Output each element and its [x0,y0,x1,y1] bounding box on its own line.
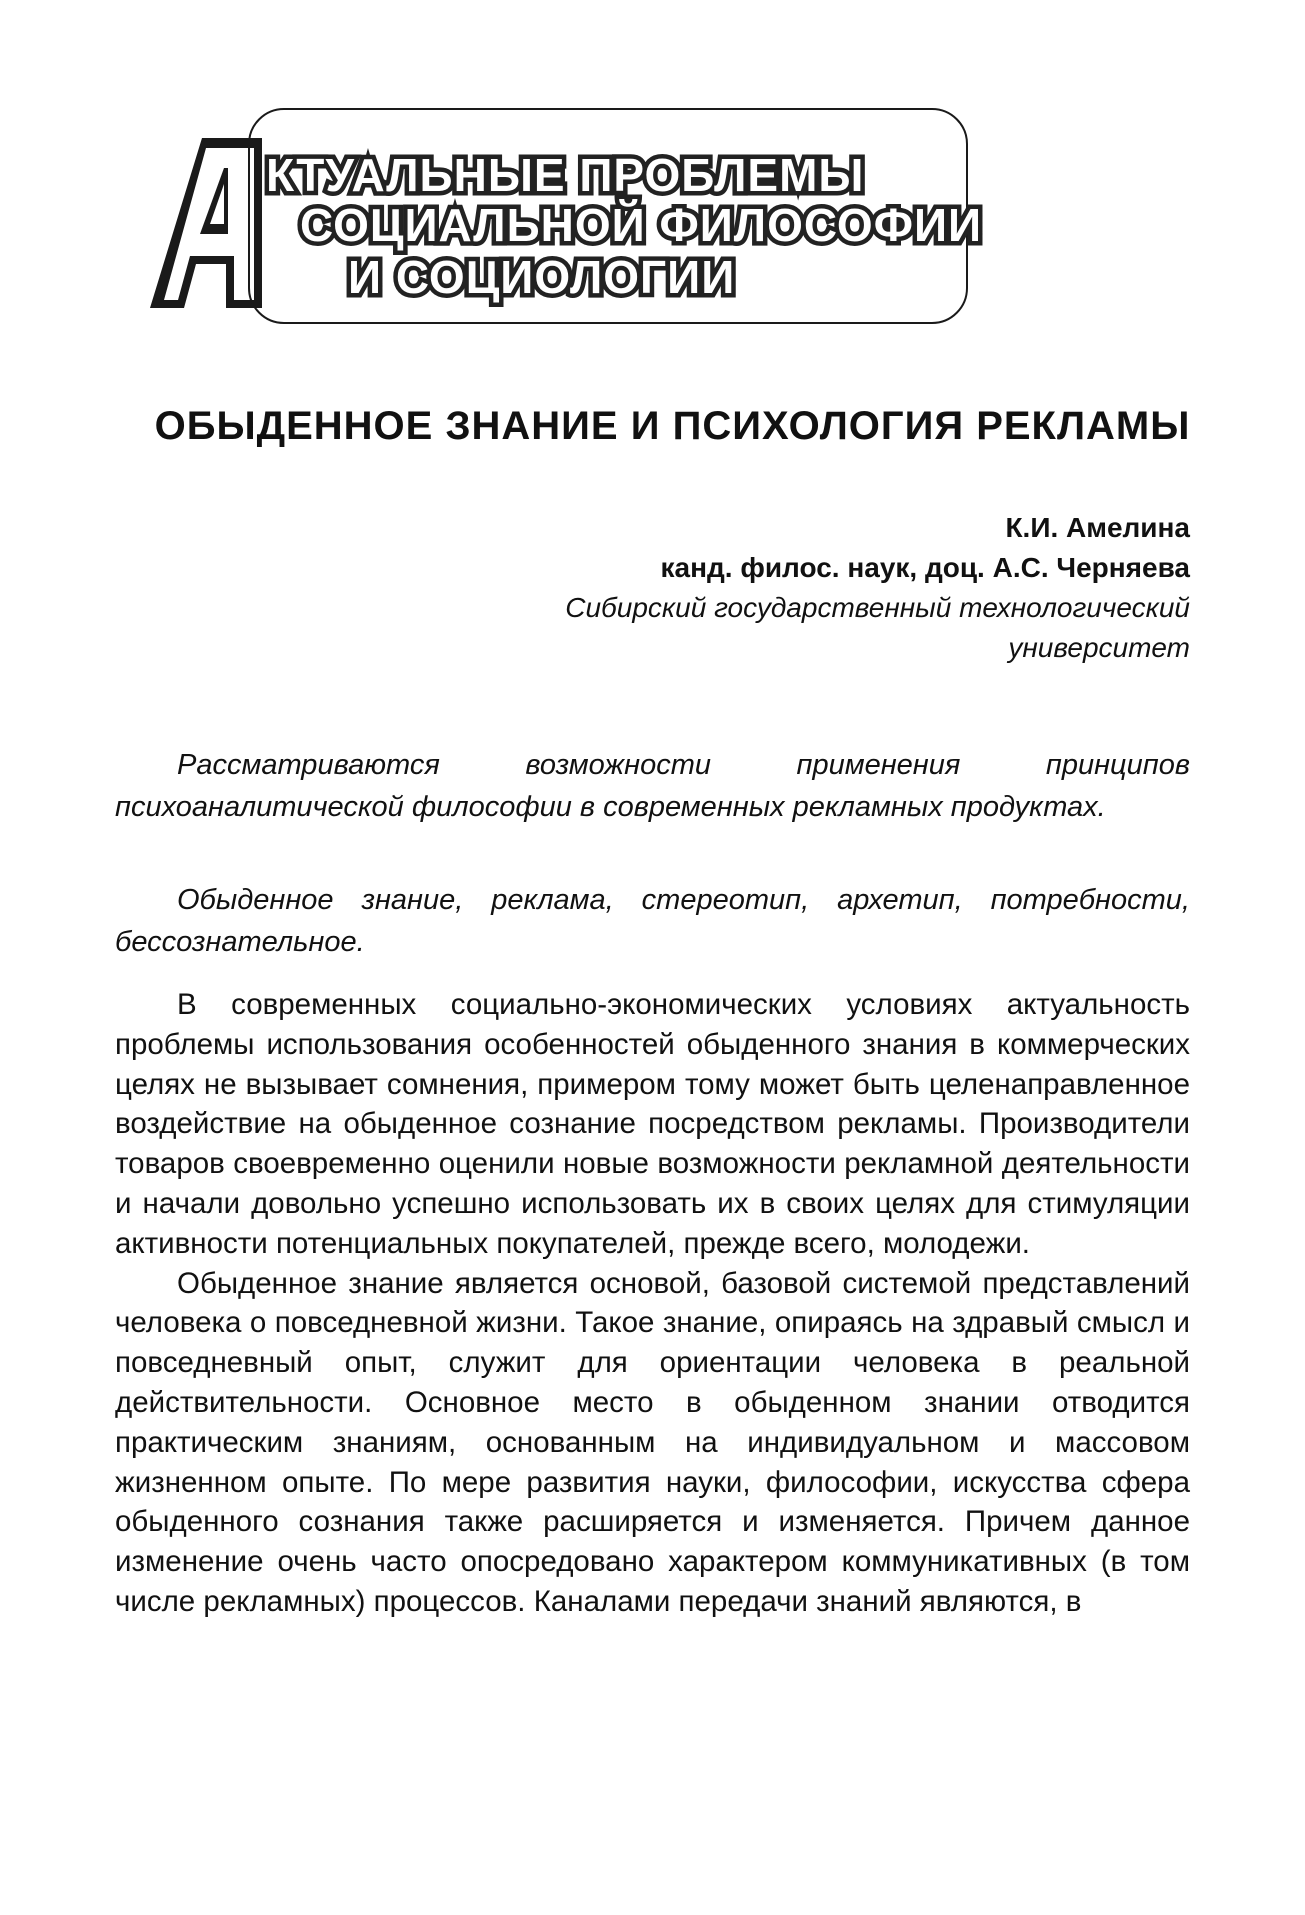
paragraph-1: В современных социально-экономических условиях актуальность проблемы использования особенностей обыденного знания в коммерческих целях не вызывает сомнения, примером тому может быть целенаправленное воздействие на обыденное сознание посредством рекламы. Производители товаров своевременно оценили новые возможности рекламной деятельности и начали довольно успешно использовать их в своих целях для стимуляции активности потенциальных покупателей, прежде всего, молодежи. [115,988,1190,1260]
section-header-banner [0,0,1305,340]
article-title: ОБЫДЕННОЕ ЗНАНИЕ И ПСИХОЛОГИЯ РЕКЛАМЫ [154,404,1191,448]
author-2: канд. филос. наук, доц. А.С. Черняева [660,552,1190,583]
body-text [115,985,1190,1622]
authors-block [290,508,1190,668]
section-header-line-2: СОЦИАЛЬНОЙ ФИЛОСОФИИ [300,199,983,251]
affiliation-line-2: университет [1008,632,1190,663]
keywords: Обыденное знание, реклама, стереотип, архетип, потребности, бессознательное. [115,884,1190,958]
affiliation-line-1: Сибирский государственный технологический [565,592,1190,623]
section-header-line-1: КТУАЛЬНЫЕ ПРОБЛЕМЫ [266,149,865,201]
abstract: Рассматриваются возможности применения принципов психоаналитической философии в современных рекламных продуктах. [115,749,1190,823]
section-header-line-3: И СОЦИОЛОГИИ [348,251,736,303]
paragraph-2: Обыденное знание является основой, базовой системой представлений человека о повседневной жизни. Такое знание, опираясь на здравый смысл и повседневный опыт, служит для ориентации человека в реальной действительности. Основное место в обыденном знании отводится практическим знаниям, основанным на индивидуальном и массовом жизненном опыте. По мере развития науки, философии, искусства сфера обыденного сознания также расширяется и изменяется. Причем данное изменение очень часто опосредовано характером коммуникативных (в том числе рекламных) процессов. Каналами передачи знаний являются, в [115,1266,1190,1618]
author-1: К.И. Амелина [1005,512,1190,543]
